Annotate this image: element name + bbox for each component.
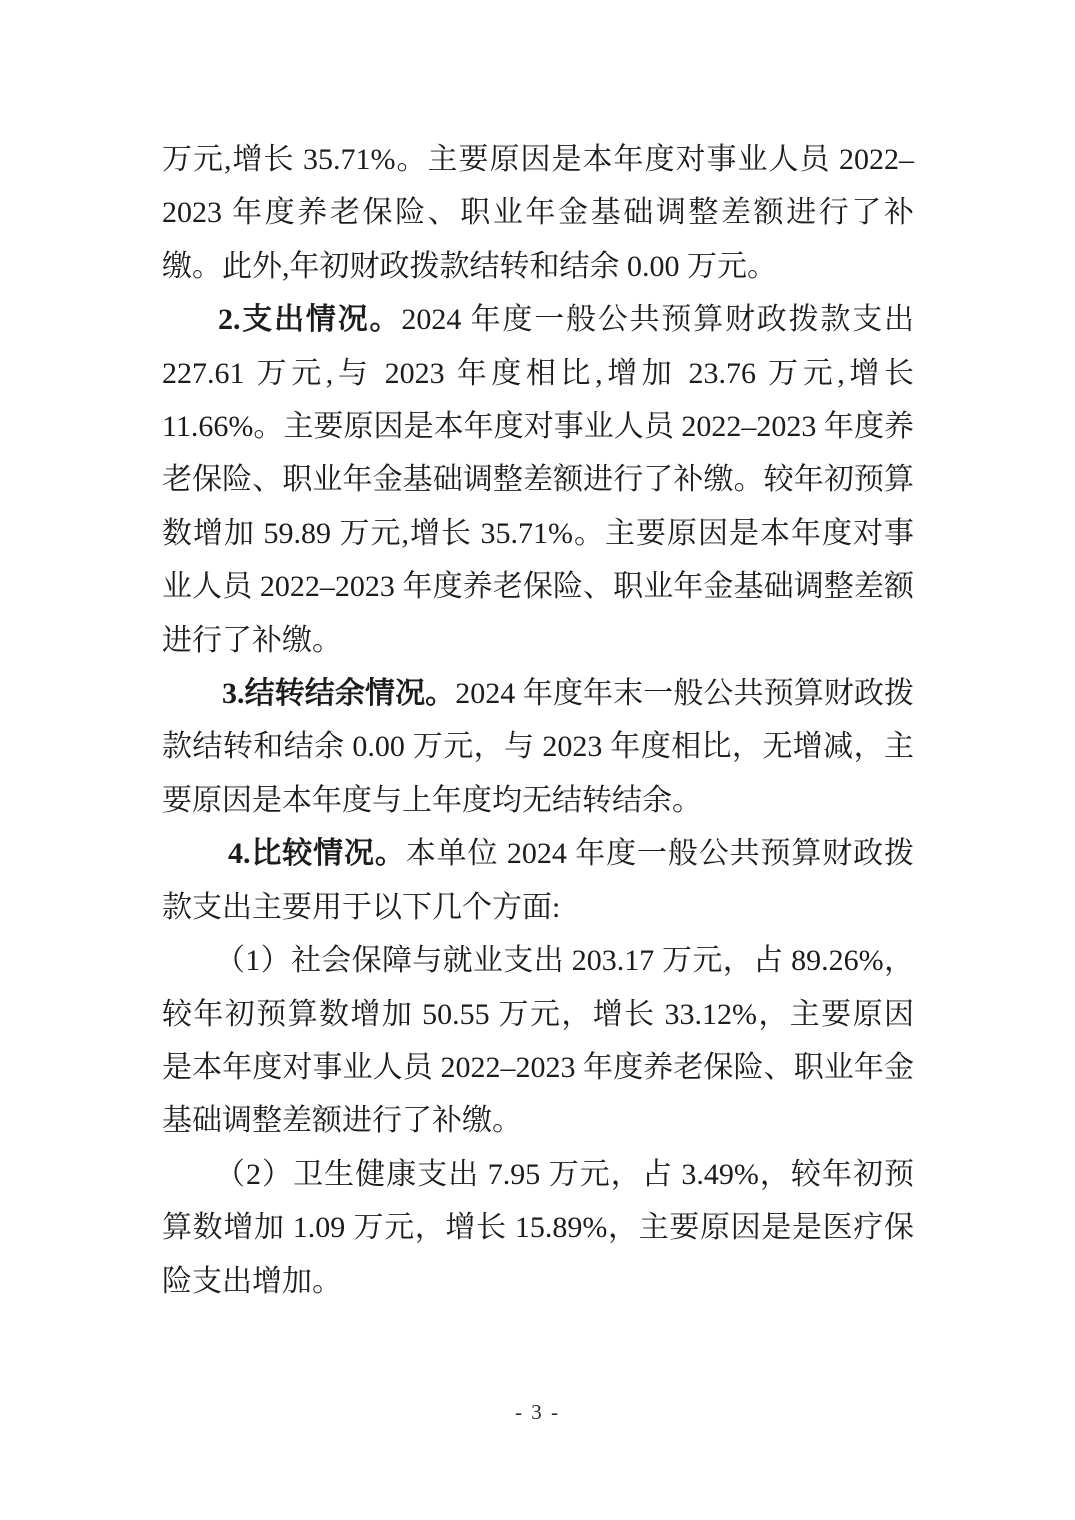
paragraph-item-2-health	[162, 1148, 914, 1308]
paragraph-carryover	[162, 667, 914, 827]
paragraph-comparison	[162, 827, 914, 934]
page-number: - 3 -	[515, 1400, 560, 1424]
paragraph-lead-carryover: 3.结转结余情况。	[222, 677, 456, 711]
paragraph-text: 本单位 2024 年度一般公共预算财政拨款支出主要用于以下几个方面:	[162, 837, 915, 924]
paragraph-text: 2024 年度一般公共预算财政拨款支出 227.61 万元,与 2023 年度相比,增加 23.76 万元,增长 11.66%。主要原因是本年度对事业人员 2022–2023 年度养老保险、职业年金基础调整差额进行了补缴。较年初预算数增加 59.89 万元,增长 35.71%。主要原因是本年度对事业人员 2022–2023 年度养老保险、职业年金基础调整差额进行了补缴。	[162, 303, 915, 657]
paragraph-lead-comparison: 4.比较情况。	[228, 837, 406, 871]
paragraph-item-1-social-security	[162, 934, 914, 1148]
paragraph-text: 万元,增长 35.71%。主要原因是本年度对事业人员 2022–2023 年度养老保险、职业年金基础调整差额进行了补缴。此外,年初财政拨款结转和结余 0.00 万元。	[162, 143, 914, 283]
document-body	[162, 133, 914, 1308]
paragraph-expenditure	[162, 293, 914, 667]
paragraph-lead-expenditure: 2.支出情况。	[218, 303, 402, 337]
paragraph-funding-continued	[162, 133, 914, 293]
paragraph-text: （1）社会保障与就业支出 203.17 万元，占 89.26%，较年初预算数增加 50.55 万元，增长 33.12%，主要原因是本年度对事业人员 2022–2023 年度养老保险、职业年金基础调整差额进行了补缴。	[162, 944, 914, 1138]
paragraph-text: （2）卫生健康支出 7.95 万元，占 3.49%，较年初预算数增加 1.09 万元，增长 15.89%，主要原因是是医疗保险支出增加。	[162, 1157, 914, 1298]
paragraph-text: 2024 年度年末一般公共预算财政拨款结转和结余 0.00 万元，与 2023 年度相比，无增减，主要原因是本年度与上年度均无结转结余。	[162, 677, 915, 817]
